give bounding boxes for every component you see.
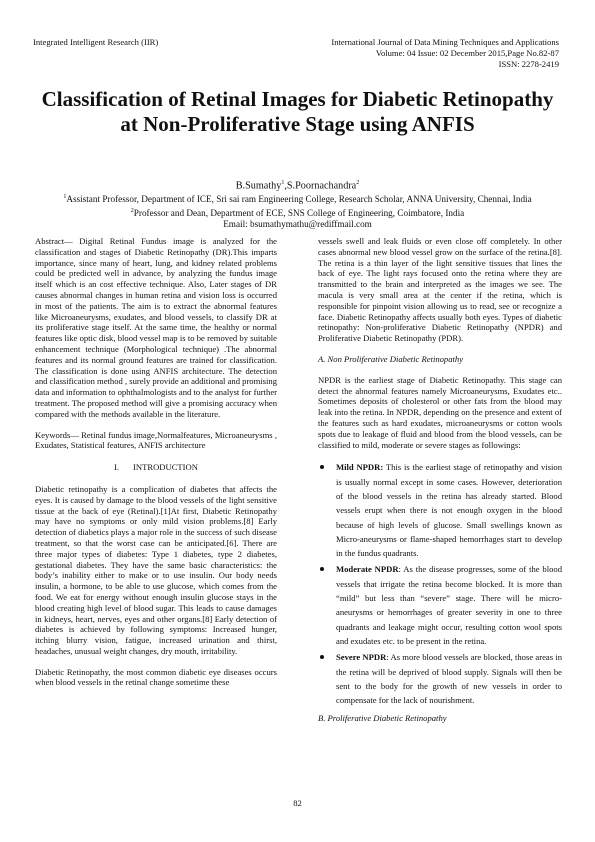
list-item-moderate (318, 562, 562, 648)
term-mild: Mild NPDR: (336, 462, 384, 473)
desc-severe: : As more blood vessels are blocked, those areas in the retina will be deprived of blood supply. Signals will then be sent to the body for the growth of new vessels in order to compensate for the lack of nourishment. (336, 652, 562, 706)
intro-paragraph-1: Diabetic retinopathy is a complication of diabetes that affects the eyes. It is caused by damage to the blood vessels of the light sensitive tissue at the back of eye (Retinal).[1]At first, Diabetic Retinopathy may have no symptoms or only mild vision problems.[8] Early detection of diabetics plays a major role in the success of such disease treatment, so that the worst case can be anticipated.[6]. There are three major types of diabetes: Type 1 diabetes, type 2 diabetes, gestational diabetes. They have the same basic characteristics: the body’s inability either to make or to use insulin. Our body needs insulin, a hormone, to be able to use glucose, which comes from the food. We eat for energy without enough insulin glucose stays in the blood creating high level of blood sugar. This leads to cause damages in kidneys, heart, nerves, eyes and other organs.[8] Early detection of diabetes is achieved by following symptoms: Increased hunger, itching blurry vision, fatigue, increased urination and thirst, headaches, unusual weight changes, dry mouth, irritability. (35, 483, 277, 656)
affiliation-2-text: Professor and Dean, Department of ECE, SNS College of Engineering, Coimbatore, India (133, 207, 465, 218)
paper-title: Classification of Retinal Images for Diabetic Retinopathy at Non-Proliferative Stage using ANFIS (41, 87, 554, 136)
journal-issn: ISSN: 2278-2419 (498, 59, 559, 69)
journal-volume: Volume: 04 Issue: 02 December 2015,Page No.82-87 (375, 48, 559, 58)
subsection-heading-pdr: B. Proliferative Diabetic Retinopathy (318, 713, 447, 724)
abstract: Abstract— Digital Retinal Fundus image is analyzed for the classification and stages of Diabetic Retinopathy (DR).This imparts importance, since many of heart, lung, and kidney related problems could be predicted well in advance, by analyzing the fundus image itself which is an cost effective technique. Also, Later stages of DR causes abnormal changes in human retina and vision loss is occurred in most of the patients. The aim is to extract the abnormal features like Microaneurysms, exudates, and blood vessels, to classify DR at its proliferative stage itself. At the same time, the healthy or normal features like optic disk, blood vessel map is to be removed by suitable enhancement technique (Morphological technique) .The abnormal features and its normal ground features are trained for classification. The classification is done using ANFIS architecture. The detection and classification method , surely provide an additional and promising data and information to ophthalmologists and to the analyst for further treatment. The proposed method will give a promising accuracy when compared with the methods available in the literature. (35, 236, 278, 419)
bullet-icon (320, 567, 324, 571)
desc-moderate: : As the disease progresses, some of the blood vessels that irrigate the retina become blocked. It is more than “mild” but less than “severe” stage. There will be micro-aneurysms or hemorrhages of greater severity in one to three quadrants and leakage might occur, resulting cotton wool spots and exudates etc. to be present in the retina. (336, 564, 563, 646)
left-column (35, 236, 277, 698)
author-separator: , (284, 180, 287, 192)
author-1: B.Sumathy (235, 180, 282, 192)
term-severe: Severe NPDR (336, 652, 387, 663)
bullet-icon (320, 655, 324, 659)
affiliation-1 (30, 192, 565, 205)
author-names (30, 177, 565, 192)
affiliation-1-text: Assistant Professor, Department of ICE, Sri sai ram Engineering College, Research Scholar, ANNA University, Chennai, India (66, 194, 532, 205)
term-moderate: Moderate NPDR (336, 564, 399, 575)
intro-paragraph-2: Diabetic Retinopathy, the most common diabetic eye diseases occurs when blood vessels in the retinal change sometime these (35, 666, 277, 688)
intro-paragraph-continued: vessels swell and leak fluids or even close off completely. In other cases abnormal new blood vessel grow on the surface of the retina.[8]. The retina is a thin layer of the light sensitive tissues that lines the back of eye. The light rays focused onto the retina where they are transmitted to the brain and interpreted as the images we see. The macula is very small area at the center if the retina, which is responsible for pinpoint vision allowing us to read, see or recognize a face. Diabetic Retinopathy affects usually both eyes. Types of diabetic retinopathy: Non-proliferative Diabetic Retinopathy (NPDR) and Proliferative Diabetic Retinopathy (PDR). (318, 236, 562, 344)
section-title: INTRODUCTION (133, 462, 198, 473)
npdr-stage-list (318, 460, 562, 707)
author-1-affil-mark: 1 (281, 180, 285, 186)
journal-name: International Journal of Data Mining Techniques and Applications (331, 37, 559, 47)
running-header-left (33, 37, 158, 48)
subsection-heading-npdr: A. Non Proliferative Diabetic Retinopathy (318, 353, 464, 364)
section-number: I. (114, 462, 120, 473)
list-item-severe (318, 650, 562, 707)
author-block (30, 177, 565, 231)
journal-publisher: Integrated Intelligent Research (IIR) (33, 37, 159, 47)
desc-mild: This is the earliest stage of retinopathy and vision is usually normal except in some cases. However, deterioration of the blood vessels in the retina has already started. Blood vessels erupt when there is not enough oxygen in the blood because of high levels of glucose. Small swellings known as Micro-aneurysms or flame-shaped hemorrhages start to develop in the fundus quadrants. (336, 462, 562, 559)
author-2: S.Poornachandra (286, 180, 357, 192)
affiliation-1-mark: 1 (63, 194, 67, 201)
author-2-affil-mark: 2 (356, 180, 360, 186)
affiliation-2-mark: 2 (130, 207, 134, 214)
keywords: Keywords— Retinal fundus image,Normalfeatures, Microaneurysms , Exudates, Statistical features, ANFIS architecture (35, 429, 277, 451)
affiliation-2 (30, 206, 565, 219)
bullet-icon (320, 465, 324, 469)
list-item-mild (318, 460, 562, 560)
right-column (318, 236, 562, 734)
running-header-right (331, 37, 559, 70)
npdr-paragraph: NPDR is the earliest stage of Diabetic Retinopathy. This stage can detect the abnormal features namely Microaneurysms, Exudates etc.. Sometimes deposits of cholesterol or other fats from the blood may leak into the retina. In NPDR, depending on the presence and extent of the features such as hard exudates, microaneurysms or cotton wools spots due to leakage of fluid and blood from the blood vessels, can be classified to mild, moderate or severe stages as followings: (318, 374, 562, 450)
author-email: Email: bsumathymathu@rediffmail.com (223, 219, 372, 230)
section-heading-introduction (35, 462, 277, 473)
page-number: 82 (293, 798, 302, 808)
